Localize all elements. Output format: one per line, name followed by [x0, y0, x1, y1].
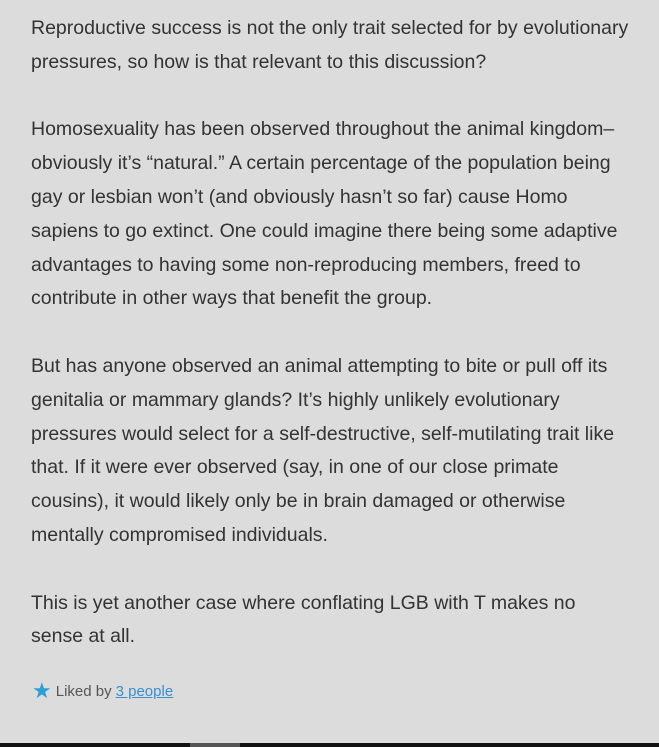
comment-paragraph: But has anyone observed an animal attempting to bite or pull off its genitalia or mammary glands? It’s highly unlikely evolutionary pressures would select for a self-destructive, self-mutilating trait like that. If it were ever observed (say, in one of our close primate cousins), it would likely only be in brain damaged or otherwise mentally compromised individuals. [31, 354, 615, 546]
star-icon: ★ [32, 678, 52, 703]
liked-by-label: Liked by [55, 682, 112, 700]
scroll-indicator [190, 743, 240, 747]
comment-paragraph: Reproductive success is not the only trait selected for by evolutionary pressures, so how is that relevant to this discussion? [31, 17, 629, 73]
likers-link[interactable]: 3 people [115, 682, 174, 700]
bottom-border [0, 743, 659, 747]
comment-paragraph: This is yet another case where conflating LGB with T makes no sense at all. [31, 591, 576, 648]
comment-body [31, 12, 631, 688]
likes-row [32, 680, 173, 702]
comment-paragraph: Homosexuality has been observed throughout the animal kingdom–obviously it’s “natural.” A certain percentage of the population being gay or lesbian won’t (and obviously hasn’t so far) cause Homo sapiens to go extinct. One could imagine there being some adaptive advantages to having some non-reproducing members, freed to contribute in other ways that benefit the group. [31, 118, 618, 310]
